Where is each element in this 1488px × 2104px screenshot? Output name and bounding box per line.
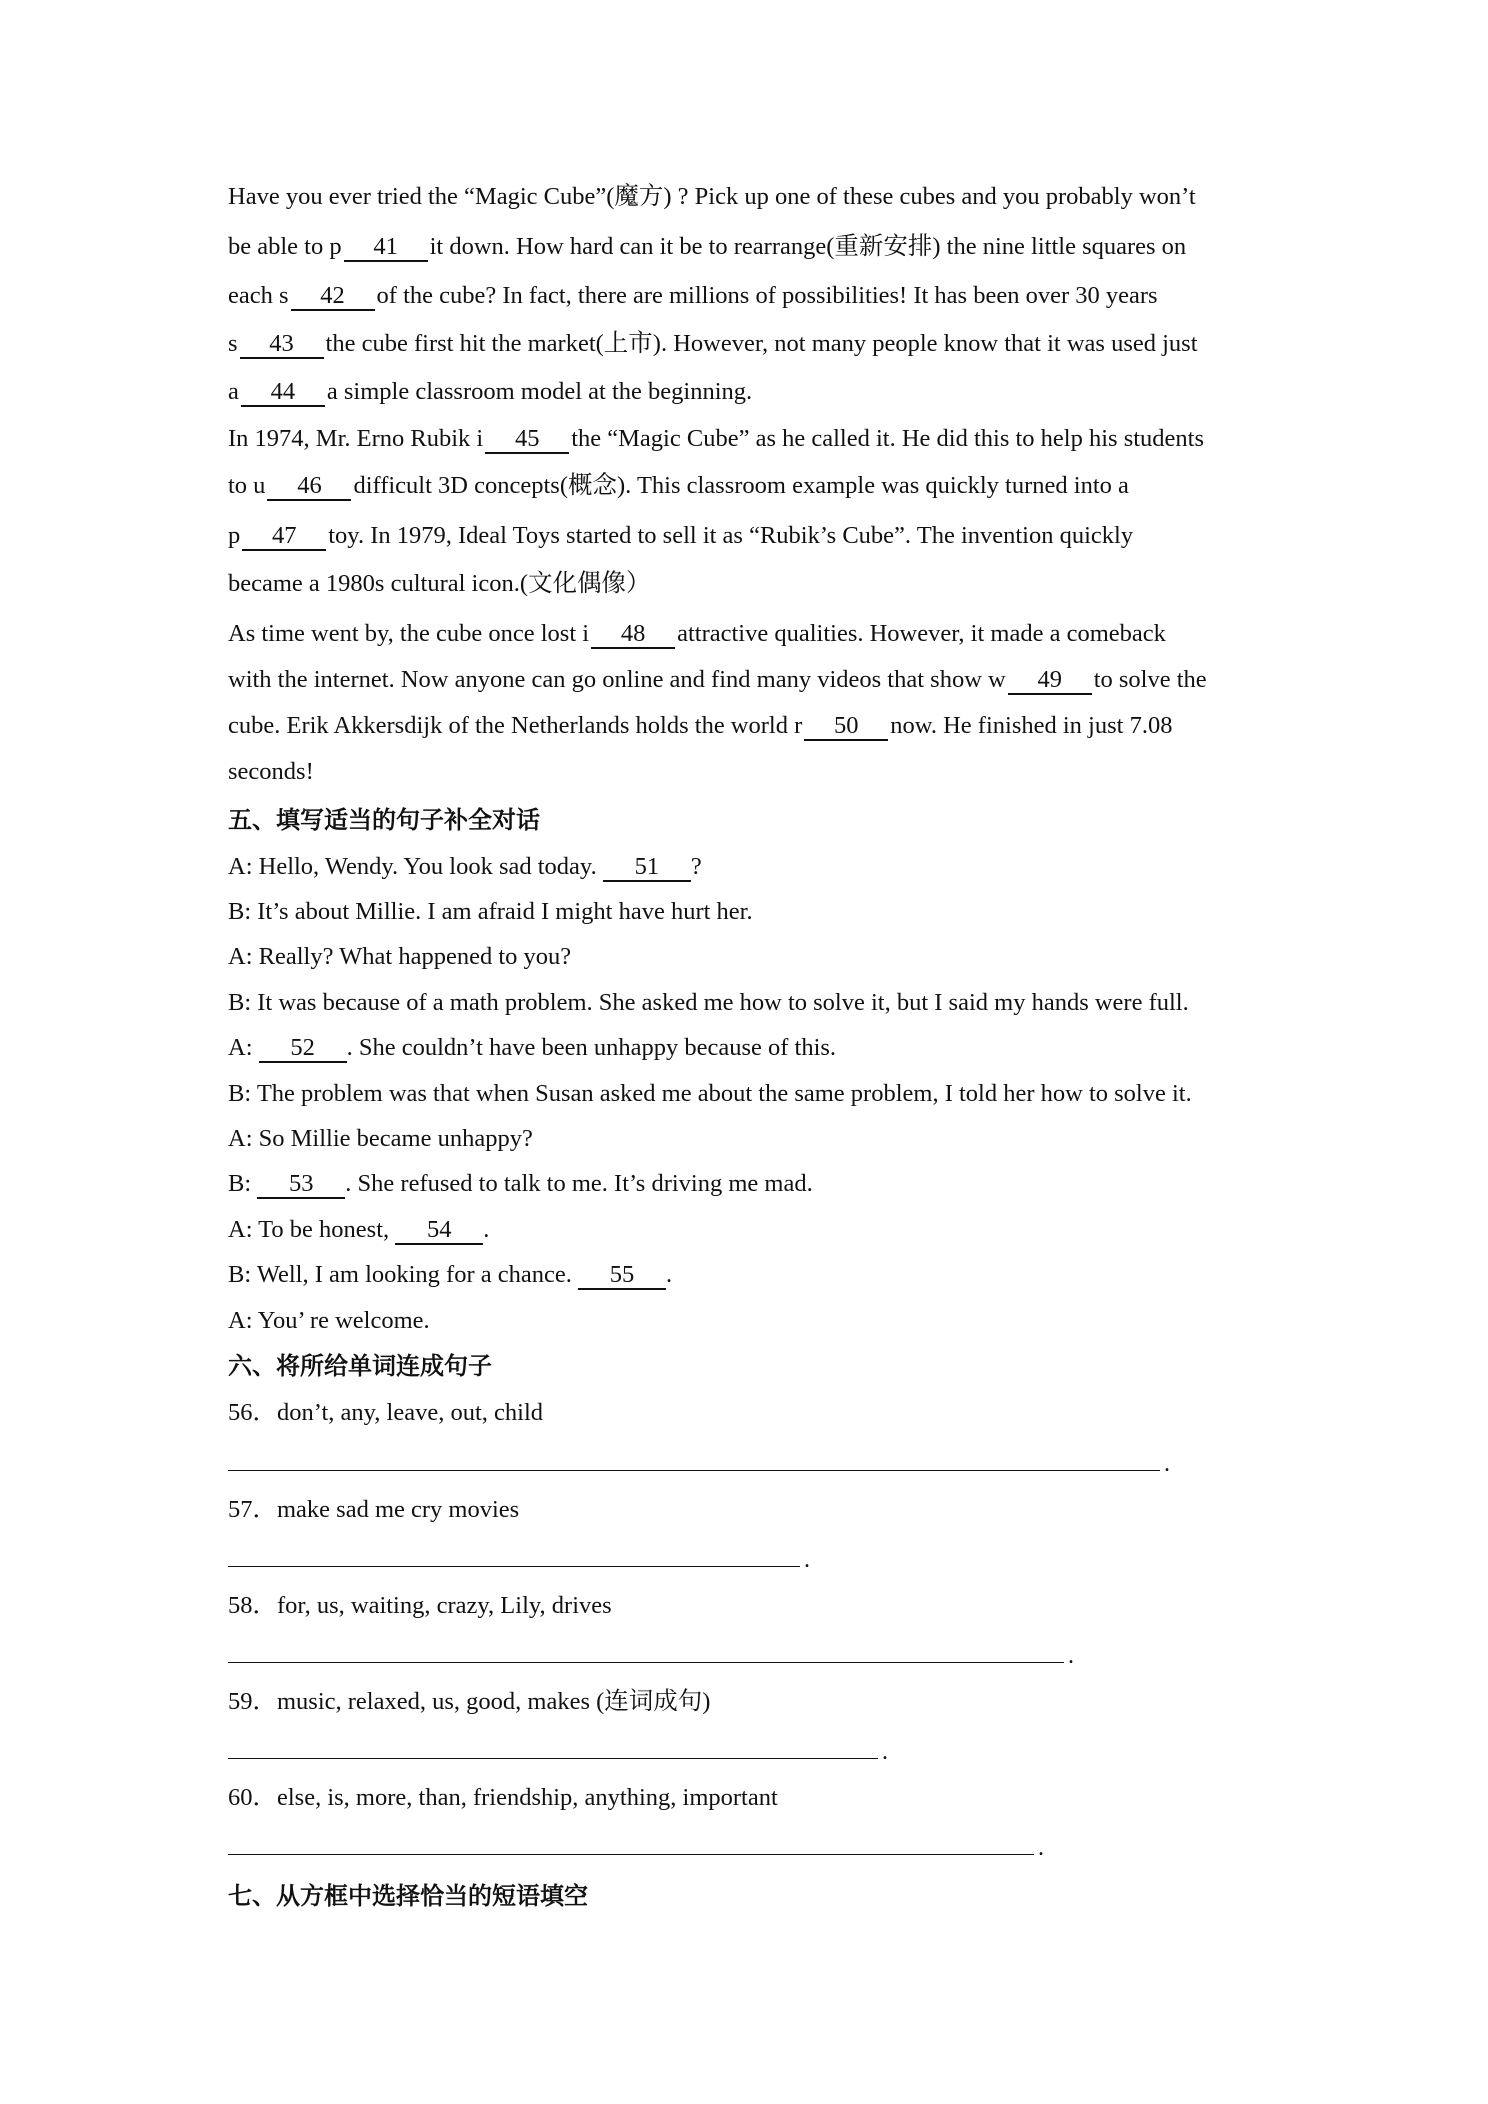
item-number: 57． bbox=[228, 1496, 277, 1523]
item-number: 56． bbox=[228, 1399, 277, 1426]
line-text: difficult 3D concepts(概念). This classroom example was quickly turned into a bbox=[353, 472, 1129, 499]
dialogue-line bbox=[228, 1305, 430, 1337]
answer-line[interactable] bbox=[228, 1662, 1064, 1663]
item-words: make sad me cry movies bbox=[277, 1496, 520, 1523]
period-mark: . bbox=[804, 1547, 810, 1573]
answer-blank[interactable]: 50 bbox=[804, 713, 888, 741]
line-text: it down. How hard can it be to rearrange(重新安排) the nine little squares on bbox=[429, 233, 1187, 260]
dialogue-line bbox=[228, 1259, 672, 1291]
line-text: Have you ever tried the “Magic Cube”(魔方) ? Pick up one of these cubes and you probably won’t bbox=[228, 183, 1196, 210]
dialogue-line bbox=[228, 987, 1189, 1019]
line-text: A: Hello, Wendy. You look sad today. bbox=[228, 853, 603, 880]
passage-line bbox=[228, 568, 651, 600]
line-text: B: Well, I am looking for a chance. bbox=[228, 1261, 578, 1288]
sentence-item bbox=[228, 1494, 519, 1526]
line-text: of the cube? In fact, there are millions of possibilities! It has been over 30 years bbox=[376, 282, 1158, 309]
answer-line[interactable] bbox=[228, 1854, 1034, 1855]
dialogue-line bbox=[228, 1168, 813, 1200]
answer-blank[interactable]: 44 bbox=[241, 379, 325, 407]
passage-line bbox=[228, 376, 752, 408]
passage-line bbox=[228, 423, 1204, 455]
answer-blank[interactable]: 41 bbox=[344, 234, 428, 262]
passage-line bbox=[228, 664, 1207, 696]
line-text: A: You’ re welcome. bbox=[228, 1307, 430, 1334]
dialogue-line bbox=[228, 1123, 533, 1155]
line-text: A: bbox=[228, 1034, 259, 1061]
line-text: cube. Erik Akkersdijk of the Netherlands holds the world r bbox=[228, 712, 803, 739]
line-text: ? bbox=[690, 853, 702, 880]
line-text: A: So Millie became unhappy? bbox=[228, 1125, 533, 1152]
line-text: A: Really? What happened to you? bbox=[228, 943, 572, 970]
period-mark: . bbox=[1038, 1835, 1044, 1861]
answer-blank[interactable]: 42 bbox=[291, 283, 375, 311]
line-text: . bbox=[666, 1261, 673, 1288]
line-text: In 1974, Mr. Erno Rubik i bbox=[228, 425, 484, 452]
answer-blank[interactable]: 54 bbox=[395, 1217, 483, 1245]
passage-line bbox=[228, 520, 1133, 552]
line-text: to solve the bbox=[1093, 666, 1207, 693]
answer-blank[interactable]: 49 bbox=[1008, 667, 1092, 695]
item-number: 59． bbox=[228, 1688, 277, 1715]
item-words: music, relaxed, us, good, makes (连词成句) bbox=[277, 1688, 711, 1715]
item-words: else, is, more, than, friendship, anything, important bbox=[277, 1784, 778, 1811]
line-text: p bbox=[228, 522, 241, 549]
section-5-heading: 五、填写适当的句子补全对话 bbox=[228, 806, 540, 834]
answer-blank[interactable]: 46 bbox=[267, 473, 351, 501]
line-text: . bbox=[483, 1216, 490, 1243]
line-text: B: It’s about Millie. I am afraid I might have hurt her. bbox=[228, 898, 753, 925]
line-text: B: bbox=[228, 1170, 258, 1197]
line-text: to u bbox=[228, 472, 266, 499]
answer-blank[interactable]: 48 bbox=[591, 621, 675, 649]
dialogue-line bbox=[228, 1214, 489, 1246]
sentence-item bbox=[228, 1590, 612, 1622]
line-text: a simple classroom model at the beginning. bbox=[326, 378, 753, 405]
passage-line bbox=[228, 756, 314, 788]
line-text: now. He finished in just 7.08 bbox=[890, 712, 1173, 739]
answer-blank[interactable]: 51 bbox=[603, 854, 691, 882]
line-text: seconds! bbox=[228, 758, 314, 785]
line-text: . She couldn’t have been unhappy because of this. bbox=[346, 1034, 837, 1061]
sentence-item bbox=[228, 1686, 710, 1718]
line-text: a bbox=[228, 378, 239, 405]
answer-blank[interactable]: 43 bbox=[240, 331, 324, 359]
period-mark: . bbox=[1068, 1643, 1074, 1669]
passage-line bbox=[228, 470, 1129, 502]
answer-blank[interactable]: 55 bbox=[578, 1262, 666, 1290]
answer-blank[interactable]: 53 bbox=[257, 1171, 345, 1199]
item-words: don’t, any, leave, out, child bbox=[277, 1399, 544, 1426]
dialogue-line bbox=[228, 896, 753, 928]
section-7-heading: 七、从方框中选择恰当的短语填空 bbox=[228, 1882, 588, 1910]
period-mark: . bbox=[882, 1739, 888, 1765]
passage-line bbox=[228, 231, 1186, 263]
line-text: each s bbox=[228, 282, 289, 309]
passage-line bbox=[228, 181, 1196, 213]
line-text: . She refused to talk to me. It’s driving me mad. bbox=[345, 1170, 813, 1197]
passage-line bbox=[228, 710, 1172, 742]
item-number: 60． bbox=[228, 1784, 277, 1811]
passage-line bbox=[228, 280, 1158, 312]
line-text: with the internet. Now anyone can go online and find many videos that show w bbox=[228, 666, 1006, 693]
section-6-heading: 六、将所给单词连成句子 bbox=[228, 1352, 492, 1380]
answer-blank[interactable]: 47 bbox=[242, 523, 326, 551]
answer-blank[interactable]: 52 bbox=[259, 1035, 347, 1063]
item-words: for, us, waiting, crazy, Lily, drives bbox=[277, 1592, 612, 1619]
dialogue-line bbox=[228, 1032, 836, 1064]
sentence-item bbox=[228, 1397, 543, 1429]
answer-line[interactable] bbox=[228, 1566, 800, 1567]
answer-line[interactable] bbox=[228, 1470, 1160, 1471]
line-text: the “Magic Cube” as he called it. He did this to help his students bbox=[571, 425, 1204, 452]
dialogue-line bbox=[228, 1078, 1192, 1110]
line-text: attractive qualities. However, it made a comeback bbox=[677, 620, 1166, 647]
line-text: B: It was because of a math problem. She asked me how to solve it, but I said my hands were full. bbox=[228, 989, 1189, 1016]
dialogue-line bbox=[228, 851, 702, 883]
answer-line[interactable] bbox=[228, 1758, 878, 1759]
line-text: be able to p bbox=[228, 233, 342, 260]
passage-line bbox=[228, 618, 1166, 650]
sentence-item bbox=[228, 1782, 778, 1814]
dialogue-line bbox=[228, 941, 571, 973]
line-text: A: To be honest, bbox=[228, 1216, 396, 1243]
line-text: toy. In 1979, Ideal Toys started to sell it as “Rubik’s Cube”. The invention quickly bbox=[328, 522, 1134, 549]
line-text: s bbox=[228, 330, 238, 357]
line-text: became a 1980s cultural icon.(文化偶像） bbox=[228, 570, 651, 597]
line-text: B: The problem was that when Susan asked me about the same problem, I told her how to solve it. bbox=[228, 1080, 1192, 1107]
line-text: As time went by, the cube once lost i bbox=[228, 620, 590, 647]
period-mark: . bbox=[1164, 1451, 1170, 1477]
item-number: 58． bbox=[228, 1592, 277, 1619]
passage-line bbox=[228, 328, 1198, 360]
answer-blank[interactable]: 45 bbox=[485, 426, 569, 454]
line-text: the cube first hit the market(上市). However, not many people know that it was used just bbox=[325, 330, 1198, 357]
